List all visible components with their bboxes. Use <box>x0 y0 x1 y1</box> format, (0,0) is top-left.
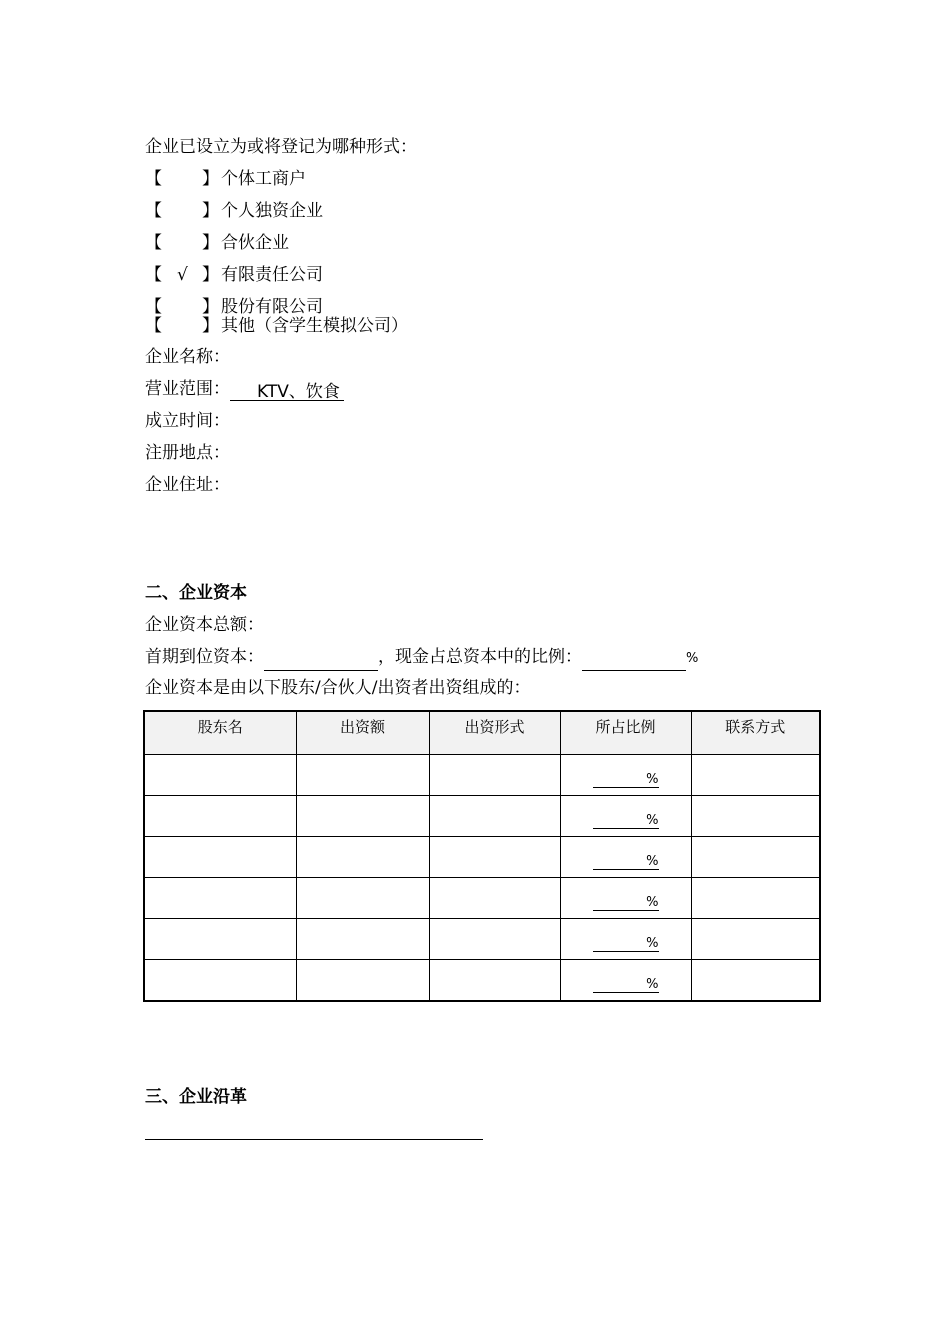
cell-amount[interactable] <box>296 796 429 837</box>
cell-ratio[interactable] <box>560 796 691 837</box>
table-row <box>144 878 820 919</box>
table-header-row <box>144 711 820 755</box>
cell-ratio[interactable] <box>560 960 691 1002</box>
cash-ratio-label: ，现金占总资本中的比例： <box>378 647 582 667</box>
cell-contact[interactable] <box>691 755 820 796</box>
business-scope-value: KTV、饮食 <box>257 382 340 402</box>
header-form: 出资形式 <box>429 711 560 755</box>
cell-name[interactable] <box>144 919 296 960</box>
cash-ratio-field[interactable] <box>582 650 686 671</box>
option-label: 个人独资企业 <box>221 201 323 221</box>
bracket-right: 】 <box>202 201 219 221</box>
cell-ratio[interactable] <box>560 837 691 878</box>
founded-time-label: 成立时间： <box>145 411 230 431</box>
option-other[interactable] <box>145 314 465 338</box>
registered-place-label: 注册地点： <box>145 443 230 463</box>
initial-capital-field[interactable] <box>264 650 378 671</box>
cell-form[interactable] <box>429 837 560 878</box>
table-row <box>144 837 820 878</box>
history-input-line[interactable] <box>145 1139 483 1140</box>
header-shareholder-name: 股东名 <box>144 711 296 755</box>
company-name-label: 企业名称： <box>145 347 230 367</box>
table-row <box>144 796 820 837</box>
bracket-right: 】 <box>202 297 219 317</box>
cell-form[interactable] <box>429 796 560 837</box>
cell-form[interactable] <box>429 919 560 960</box>
header-contact: 联系方式 <box>691 711 820 755</box>
cell-name[interactable] <box>144 755 296 796</box>
table-row <box>144 960 820 1002</box>
option-label: 股份有限公司 <box>221 297 323 317</box>
section-title-capital: 二、企业资本 <box>145 583 247 603</box>
cell-contact[interactable] <box>691 796 820 837</box>
bracket-left: 【 <box>145 265 162 285</box>
initial-capital-label: 首期到位资本： <box>145 647 264 667</box>
cell-contact[interactable] <box>691 878 820 919</box>
registration-form-question: 企业已设立为或将登记为哪种形式： <box>145 137 417 157</box>
option-label: 个体工商户 <box>221 169 306 189</box>
cell-amount[interactable] <box>296 755 429 796</box>
ratio-value: % <box>593 896 659 911</box>
bracket-left: 【 <box>145 233 162 253</box>
cell-amount[interactable] <box>296 919 429 960</box>
bracket-right: 】 <box>202 265 219 285</box>
checkmark: √ <box>177 265 188 285</box>
option-limited-liability[interactable] <box>145 263 465 287</box>
option-label: 合伙企业 <box>221 233 289 253</box>
cell-ratio[interactable] <box>560 755 691 796</box>
capital-composition-text: 企业资本是由以下股东/合伙人/出资者出资组成的： <box>145 678 531 698</box>
table-row <box>144 755 820 796</box>
cell-name[interactable] <box>144 796 296 837</box>
business-scope-label: 营业范围： <box>145 379 230 399</box>
option-individual-business[interactable] <box>145 167 465 191</box>
header-amount: 出资额 <box>296 711 429 755</box>
cell-form[interactable] <box>429 878 560 919</box>
total-capital-label: 企业资本总额： <box>145 615 264 635</box>
bracket-left: 【 <box>145 316 162 336</box>
bracket-left: 【 <box>145 297 162 317</box>
bracket-right: 】 <box>202 169 219 189</box>
bracket-left: 【 <box>145 201 162 221</box>
option-label: 有限责任公司 <box>221 265 323 285</box>
option-sole-proprietorship[interactable] <box>145 199 465 223</box>
cell-ratio[interactable] <box>560 878 691 919</box>
cell-ratio[interactable] <box>560 919 691 960</box>
cell-name[interactable] <box>144 960 296 1002</box>
option-label: 其他（含学生模拟公司） <box>221 316 408 336</box>
company-address-label: 企业住址： <box>145 475 230 495</box>
section-title-history: 三、企业沿革 <box>145 1087 247 1107</box>
option-partnership[interactable] <box>145 231 465 255</box>
cell-amount[interactable] <box>296 960 429 1002</box>
cell-name[interactable] <box>144 837 296 878</box>
cell-form[interactable] <box>429 960 560 1002</box>
table-row <box>144 919 820 960</box>
cash-ratio-unit: % <box>686 651 699 666</box>
cell-form[interactable] <box>429 755 560 796</box>
ratio-value: % <box>593 814 659 829</box>
header-ratio: 所占比例 <box>560 711 691 755</box>
shareholders-table <box>143 710 821 1002</box>
bracket-left: 【 <box>145 169 162 189</box>
cell-contact[interactable] <box>691 960 820 1002</box>
ratio-value: % <box>593 937 659 952</box>
cell-name[interactable] <box>144 878 296 919</box>
cell-contact[interactable] <box>691 919 820 960</box>
cell-amount[interactable] <box>296 878 429 919</box>
cell-contact[interactable] <box>691 837 820 878</box>
ratio-value: % <box>593 855 659 870</box>
cell-amount[interactable] <box>296 837 429 878</box>
bracket-right: 】 <box>202 233 219 253</box>
ratio-value: % <box>593 978 659 993</box>
business-scope-field[interactable] <box>230 380 344 401</box>
ratio-value: % <box>593 773 659 788</box>
bracket-right: 】 <box>202 316 219 336</box>
